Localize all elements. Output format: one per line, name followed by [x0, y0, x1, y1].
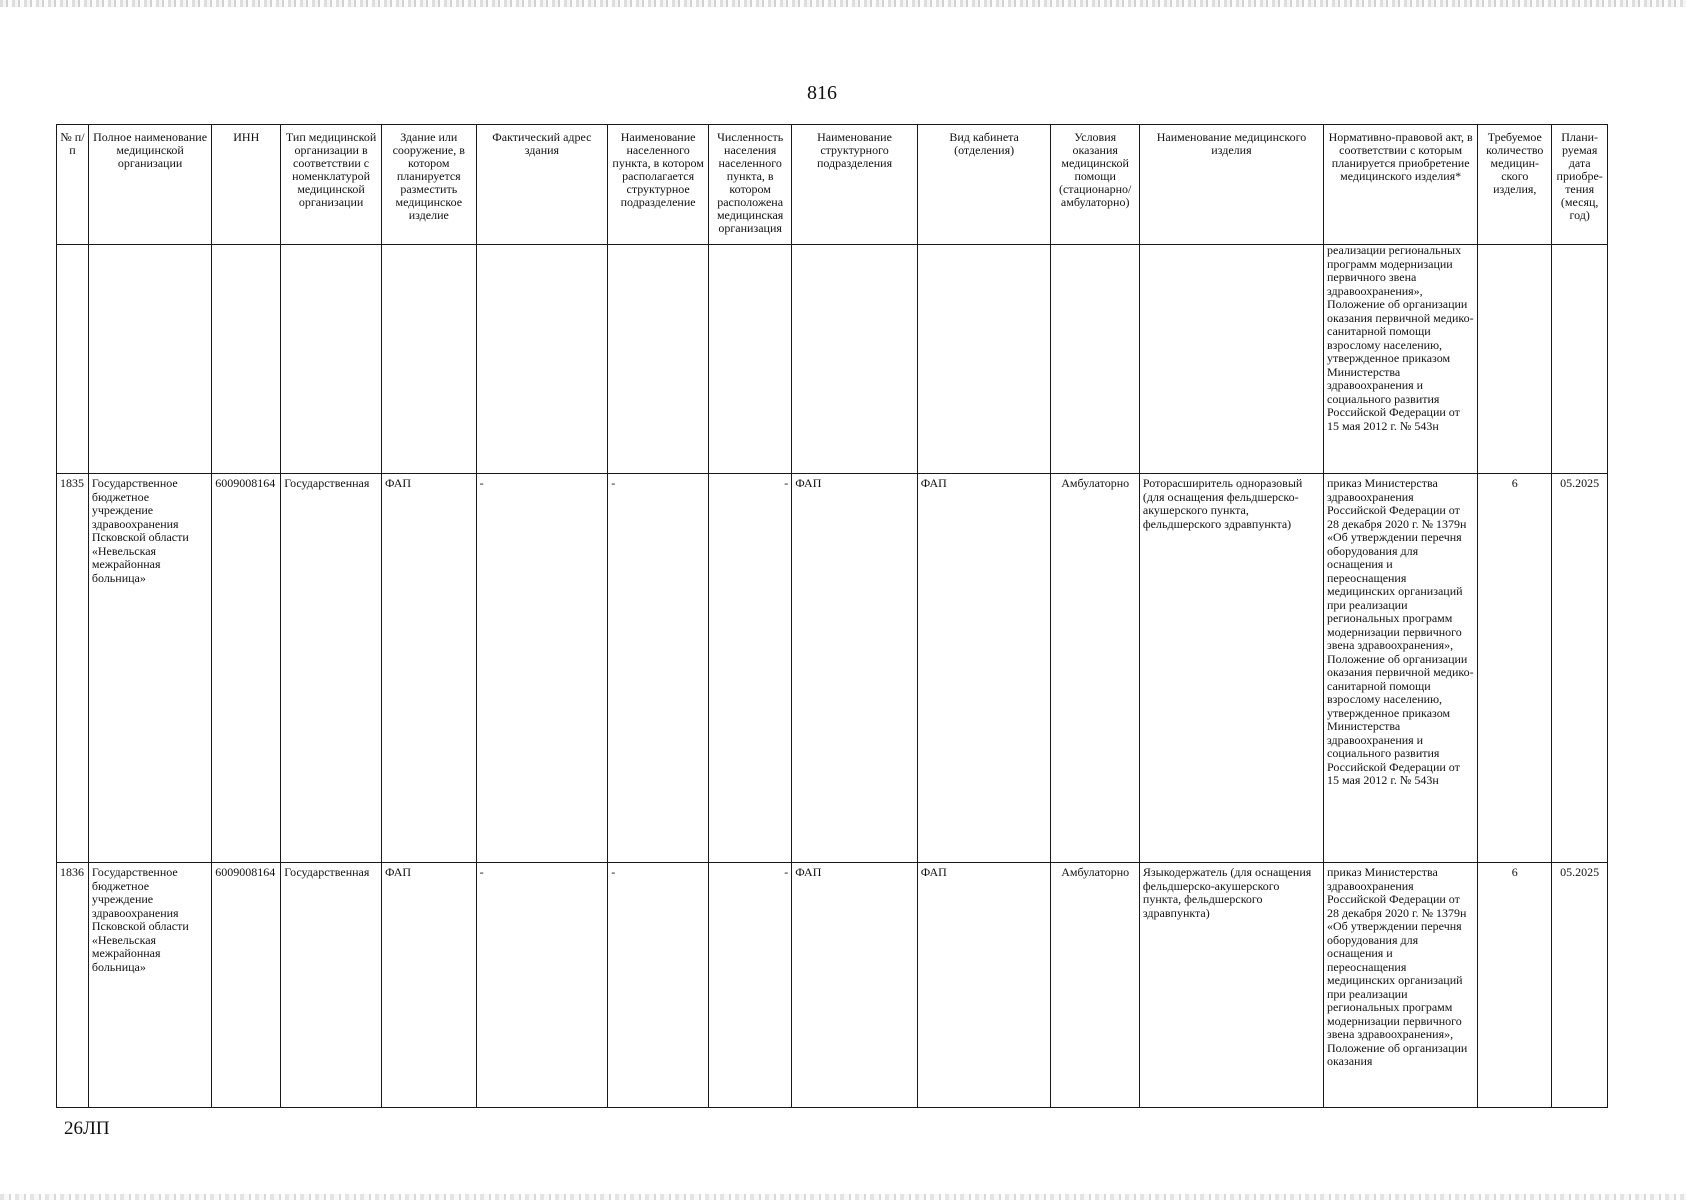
header-conditions: Условия оказания медицинской помощи (стационарно/ амбулаторно) [1051, 125, 1139, 245]
cell-legal-act: приказ Министерства здравоохранения Российской Федерации от 28 декабря 2020 г. № 1379н «Об утверждении перечня оборудования для оснащения и переоснащения медицинских организаций при реализации региональных программ модернизации первичного звена здравоохранения», Положение об организации оказания первичной медико-санитарной помощи взрослому населению, утвержденное приказом Министерства здравоохранения и социального развития Российской Федерации от 15 мая 2012 г. № 543н [1324, 474, 1478, 863]
cell-num: 1835 [57, 474, 89, 863]
cell-legal-act: приказ Министерства здравоохранения Российской Федерации от 28 декабря 2020 г. № 1379н «Об утверждении перечня оборудования для оснащения и переоснащения медицинских организаций при реализации региональных программ модернизации первичного звена здравоохранения», Положение об организации оказания [1324, 863, 1478, 1108]
cell-building: ФАП [381, 474, 476, 863]
table-row-continuation [57, 245, 1608, 474]
page-number: 816 [807, 82, 837, 104]
header-building: Здание или сооружение, в котором планируется разместить медицинское изделие [381, 125, 476, 245]
header-legal-act: Нормативно-правовой акт, в соответствии с которым планируется приобретение медицинского изделия* [1324, 125, 1478, 245]
cell-population: - [709, 863, 792, 1108]
header-settlement: Наименование населенного пункта, в котором располагается структурное подразделение [608, 125, 709, 245]
header-address: Фактический адрес здания [476, 125, 608, 245]
cell-population: - [709, 474, 792, 863]
header-cabinet: Вид кабинета (отделения) [917, 125, 1051, 245]
sheet-code: 26ЛП [64, 1118, 110, 1139]
cell-organization: Государственное бюджетное учреждение здравоохранения Псковской области «Невельская межрайонная больница» [88, 863, 211, 1108]
medical-device-table [56, 124, 1608, 1108]
header-subdivision: Наименование структурного подразделения [792, 125, 917, 245]
header-organization: Полное наименование медицинской организации [88, 125, 211, 245]
cell-type: Государственная [281, 863, 382, 1108]
cell-device: Языкодержатель (для оснащения фельдшерско-акушерского пункта, фельдшерского здравпункта) [1139, 863, 1323, 1108]
cell-device: Роторасширитель одноразовый (для оснащения фельдшерско-акушерского пункта, фельдшерского здравпункта) [1139, 474, 1323, 863]
cell-conditions: Амбулаторно [1051, 474, 1139, 863]
header-inn: ИНН [212, 125, 281, 245]
scan-edge-bottom [0, 1194, 1686, 1200]
cell-organization: Государственное бюджетное учреждение здравоохранения Псковской области «Невельская межрайонная больница» [88, 474, 211, 863]
cell-subdivision: ФАП [792, 474, 917, 863]
cell-num: 1836 [57, 863, 89, 1108]
cell-subdivision: ФАП [792, 863, 917, 1108]
cell-settlement: - [608, 863, 709, 1108]
cell-inn: 6009008164 [212, 474, 281, 863]
cell-type: Государственная [281, 474, 382, 863]
cell-cabinet: ФАП [917, 474, 1051, 863]
scan-edge-top [0, 0, 1686, 7]
cell-quantity: 6 [1478, 474, 1552, 863]
cell-building: ФАП [381, 863, 476, 1108]
header-device: Наименование медицинского изделия [1139, 125, 1323, 245]
table-header-row [57, 125, 1608, 245]
cell-conditions: Амбулаторно [1051, 863, 1139, 1108]
table-row [57, 474, 1608, 863]
table-row [57, 863, 1608, 1108]
cell-date: 05.2025 [1552, 474, 1608, 863]
cell-cabinet: ФАП [917, 863, 1051, 1108]
header-date: Плани-руемая дата приобре-тения (месяц, год) [1552, 125, 1608, 245]
cell-date: 05.2025 [1552, 863, 1608, 1108]
cell-address: - [476, 474, 608, 863]
cell-inn: 6009008164 [212, 863, 281, 1108]
legal-act-continuation: реализации региональных программ модернизации первичного звена здравоохранения», Положение об организации оказания первичной медико-санитарной помощи взрослому населению, утвержденное приказом Министерства здравоохранения и социального развития Российской Федерации от 15 мая 2012 г. № 543н [1324, 245, 1478, 474]
header-num: № п/п [57, 125, 89, 245]
header-population: Численность населения населенного пункта, в котором расположена медицинская организация [709, 125, 792, 245]
cell-quantity: 6 [1478, 863, 1552, 1108]
header-quantity: Требуемое количество медицин-ского изделия, [1478, 125, 1552, 245]
cell-settlement: - [608, 474, 709, 863]
header-type: Тип медицинской организации в соответствии с номенклатурой медицинской организации [281, 125, 382, 245]
cell-address: - [476, 863, 608, 1108]
